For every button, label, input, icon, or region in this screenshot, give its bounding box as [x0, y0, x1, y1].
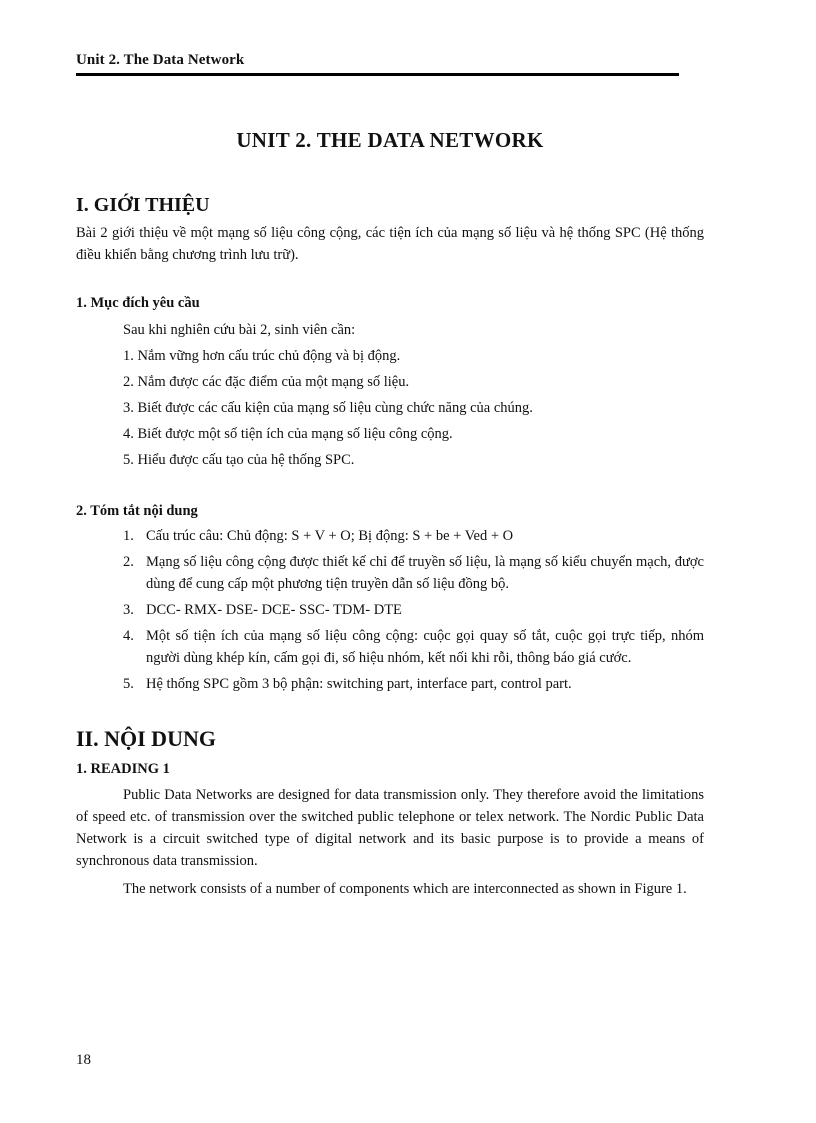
main-content [76, 192, 704, 900]
subheading-purpose: 1. Mục đích yêu cầu [76, 295, 200, 311]
subheading-reading: 1. READING 1 [76, 761, 170, 777]
running-header: Unit 2. The Data Network [76, 52, 245, 68]
list-item: 4. Biết được một số tiện ích của mạng số liệu công cộng. [123, 426, 453, 442]
header-rule [76, 73, 679, 76]
subheading-summary: 2. Tóm tắt nội dung [76, 503, 198, 519]
list-item: 1. Nắm vững hơn cấu trúc chủ động và bị động. [123, 348, 401, 364]
list-item: 2. Nắm được các đặc điểm của một mạng số liệu. [123, 374, 410, 390]
list-item-text: Một số tiện ích của mạng số liệu công cộng: cuộc gọi quay số tắt, cuộc gọi trực tiếp, nhóm người dùng khép kín, cấm gọi đi, số hiệu nhóm, kết nối khi rỗi, thông báo giá cước. [146, 628, 704, 666]
list-item-text: Mạng số liệu công cộng được thiết kế chỉ để truyền số liệu, là mạng số kiểu chuyển mạch, được dùng để cung cấp một phương tiện truyền dẫn số liệu đồng bộ. [146, 554, 704, 592]
reading-paragraph: Public Data Networks are designed for data transmission only. They therefore avoid the limitations of speed etc. of transmission over the switched public telephone or telex network. The Nordic Public Data Network is a circuit switched type of digital network and its basic purpose is to provide a means of synchronous data transmission. [76, 787, 704, 869]
list-item [76, 625, 704, 669]
purpose-lead: Sau khi nghiên cứu bài 2, sinh viên cần: [123, 322, 356, 338]
list-item [76, 673, 704, 695]
list-item-number: 1. [123, 528, 134, 544]
list-item-number: 5. [123, 676, 134, 692]
intro-paragraph: Bài 2 giới thiệu về một mạng số liệu công cộng, các tiện ích của mạng số liệu và hệ thống SPC (Hệ thống điều khiển bằng chương trình lưu trữ). [76, 225, 704, 263]
list-item [76, 525, 704, 547]
list-item-text: Cấu trúc câu: Chủ động: S + V + O; Bị động: S + be + Ved + O [146, 528, 514, 544]
list-item-number: 2. [123, 554, 134, 570]
summary-list [76, 525, 704, 695]
list-item-text: DCC- RMX- DSE- DCE- SSC- TDM- DTE [146, 602, 402, 618]
section-heading-intro: I. GIỚI THIỆU [76, 194, 210, 216]
list-item [76, 599, 704, 621]
page-number: 18 [76, 1052, 91, 1068]
list-item-number: 3. [123, 602, 134, 618]
list-item: 5. Hiểu được cấu tạo của hệ thống SPC. [123, 452, 355, 468]
reading-paragraph: The network consists of a number of components which are interconnected as shown in Figure 1. [123, 881, 687, 897]
list-item [76, 551, 704, 595]
page-title: UNIT 2. THE DATA NETWORK [236, 128, 544, 152]
purpose-list [76, 317, 704, 473]
section-heading-content: II. NỘI DUNG [76, 726, 216, 751]
list-item-text: Hệ thống SPC gồm 3 bộ phận: switching part, interface part, control part. [146, 676, 572, 692]
list-item-number: 4. [123, 628, 134, 644]
list-item: 3. Biết được các cấu kiện của mạng số liệu cùng chức năng của chúng. [123, 400, 533, 416]
